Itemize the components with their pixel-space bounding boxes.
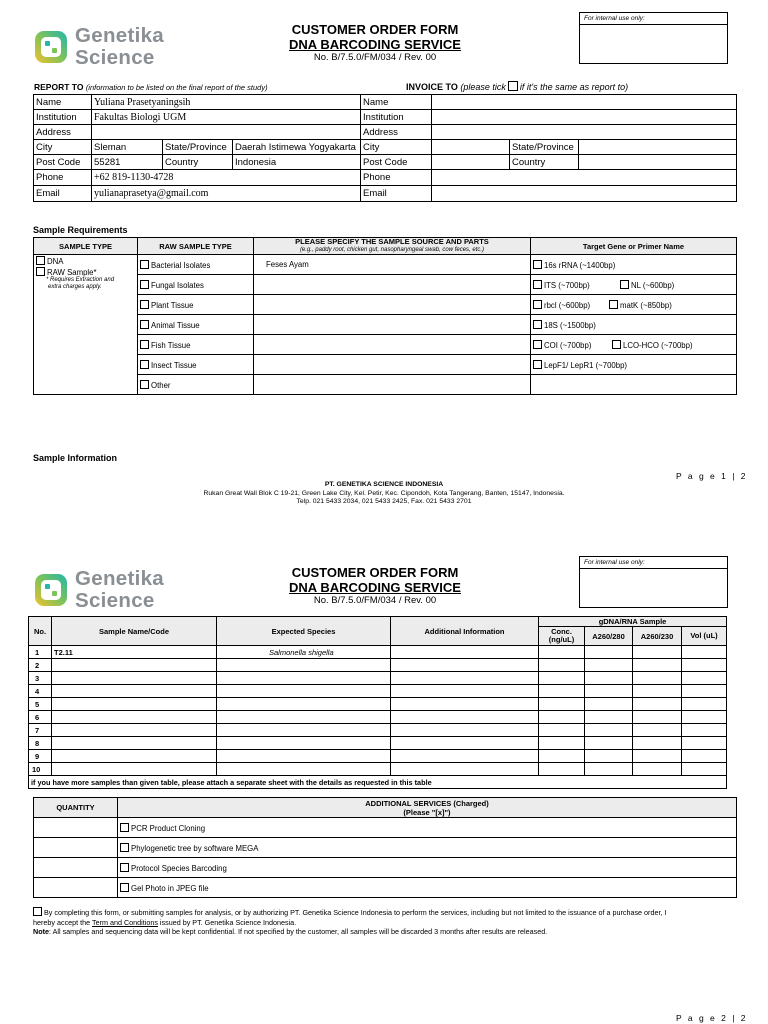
sample-name-cell[interactable]: [52, 750, 217, 763]
sample-name-cell[interactable]: [52, 763, 217, 776]
postcode-label: Post Code: [34, 155, 92, 170]
table-row: [29, 750, 727, 763]
a230-cell[interactable]: [633, 672, 682, 685]
raw-option[interactable]: RAW Sample*: [36, 267, 135, 278]
invoice-name-field[interactable]: [432, 95, 737, 110]
inv-institution-label: Institution: [361, 110, 432, 125]
inv-city-label: City: [361, 140, 432, 155]
table-row: [29, 724, 727, 737]
table-row: [29, 763, 727, 776]
row-no: 3: [29, 672, 52, 685]
conc-cell[interactable]: [539, 750, 585, 763]
row-no: 5: [29, 698, 52, 711]
row-no: 10: [29, 763, 52, 776]
sample-name-cell[interactable]: T2.11: [52, 646, 217, 659]
vol-cell[interactable]: [682, 646, 727, 659]
form-title: CUSTOMER ORDER FORM DNA BARCODING SERVICE No. B/7.5.0/FM/034 / Rev. 00: [289, 565, 461, 606]
col-vol: Vol (uL): [682, 627, 727, 646]
service-phylogenetic-tree[interactable]: Phylogenetic tree by software MEGA: [118, 838, 737, 858]
checkbox-icon[interactable]: [120, 863, 129, 872]
country-label: Country: [163, 155, 233, 170]
address-label: Address: [34, 125, 92, 140]
a230-cell[interactable]: [633, 685, 682, 698]
a230-cell[interactable]: [633, 698, 682, 711]
a280-cell[interactable]: [585, 737, 633, 750]
inv-postcode-label: Post Code: [361, 155, 432, 170]
invoice-institution-field[interactable]: [432, 110, 737, 125]
conc-cell[interactable]: [539, 763, 585, 776]
checkbox-icon[interactable]: [120, 843, 129, 852]
gene-option-16s[interactable]: 16s rRNA (~1400bp): [531, 255, 737, 275]
name-label: Name: [34, 95, 92, 110]
a230-cell[interactable]: [633, 763, 682, 776]
raw-option-fungal[interactable]: Fungal Isolates: [138, 275, 254, 295]
info-cell[interactable]: [391, 659, 539, 672]
checkbox-icon[interactable]: [140, 340, 149, 349]
checkbox-icon[interactable]: [140, 300, 149, 309]
service-pcr-cloning[interactable]: PCR Product Cloning: [118, 818, 737, 838]
conc-cell[interactable]: [539, 698, 585, 711]
conc-cell[interactable]: [539, 646, 585, 659]
gene-option-blank[interactable]: [531, 375, 737, 395]
company-logo: Genetika Science: [33, 25, 164, 68]
gene-option-its-nl[interactable]: ITS (~700bp) NL (~600bp): [531, 275, 737, 295]
gene-option-18s[interactable]: 18S (~1500bp): [531, 315, 737, 335]
sample-name-cell[interactable]: [52, 711, 217, 724]
col-sample-source: PLEASE SPECIFY THE SAMPLE SOURCE AND PARTS (e.g., paddy root, chicken gut, nasopharyngeal swab, cow feces, etc.): [254, 238, 531, 255]
a230-cell[interactable]: [633, 646, 682, 659]
vol-cell[interactable]: [682, 724, 727, 737]
form-title: CUSTOMER ORDER FORM DNA BARCODING SERVICE No. B/7.5.0/FM/034 / Rev. 00: [289, 22, 461, 63]
source-cell[interactable]: [254, 295, 531, 315]
report-state-field[interactable]: Daerah Istimewa Yogyakarta: [233, 140, 361, 155]
sample-name-cell[interactable]: [52, 659, 217, 672]
invoice-phone-field[interactable]: [432, 170, 737, 186]
table-row: [29, 685, 727, 698]
row-no: 6: [29, 711, 52, 724]
sample-name-cell[interactable]: [52, 724, 217, 737]
row-no: 1: [29, 646, 52, 659]
col-group-gdna: gDNA/RNA Sample: [539, 617, 727, 627]
consent-text: By completing this form, or submitting samples for analysis, or by authorizing PT. Genetika Science Indonesia to perform the services, including but not limited to the issuance of a purchase order, I hereby accept the Term and Conditions issued by PT. Genetika Science Indonesia. Note: All samples and sequencing data will be kept confidential. If not specified by the customer, all samples will be discarded 3 months after results are released.: [33, 908, 667, 936]
service-gel-photo[interactable]: Gel Photo in JPEG file: [118, 878, 737, 898]
invoice-postcode-field[interactable]: [432, 155, 510, 170]
inv-name-label: Name: [361, 95, 432, 110]
invoice-country-field[interactable]: [579, 155, 737, 170]
source-cell[interactable]: [254, 375, 531, 395]
table-row: [29, 672, 727, 685]
checkbox-icon[interactable]: [612, 340, 621, 349]
page-number-1: P a g e 1 | 2: [676, 471, 748, 481]
dna-option[interactable]: DNA: [36, 256, 135, 267]
qty-cell[interactable]: [34, 818, 118, 838]
report-city-field[interactable]: Sleman: [92, 140, 163, 155]
species-cell[interactable]: Salmonella shigella: [217, 646, 391, 659]
source-cell[interactable]: [254, 275, 531, 295]
qty-cell[interactable]: [34, 858, 118, 878]
col-sample-type: SAMPLE TYPE: [34, 238, 138, 255]
a280-cell[interactable]: [585, 685, 633, 698]
species-cell[interactable]: [217, 737, 391, 750]
source-cell[interactable]: Feses Ayam: [254, 255, 531, 275]
a280-cell[interactable]: [585, 659, 633, 672]
a280-cell[interactable]: [585, 711, 633, 724]
source-cell[interactable]: [254, 355, 531, 375]
consent-checkbox[interactable]: [33, 907, 42, 916]
a280-cell[interactable]: [585, 646, 633, 659]
gene-option-rbcl-matk[interactable]: rbcl (~600bp) matK (~850bp): [531, 295, 737, 315]
phone-label: Phone: [34, 170, 92, 186]
inv-address-label: Address: [361, 125, 432, 140]
species-cell[interactable]: [217, 698, 391, 711]
vol-cell[interactable]: [682, 750, 727, 763]
raw-checkbox[interactable]: [36, 267, 45, 276]
page-number-2: P a g e 2 | 2: [676, 1013, 748, 1023]
sample-requirements-heading: Sample Requirements: [33, 225, 128, 235]
a280-cell[interactable]: [585, 763, 633, 776]
report-name-field[interactable]: Yuliana Prasetyaningsih: [92, 95, 361, 110]
row-no: 4: [29, 685, 52, 698]
species-cell[interactable]: [217, 711, 391, 724]
a280-cell[interactable]: [585, 724, 633, 737]
conc-cell[interactable]: [539, 685, 585, 698]
internal-use-box: For internal use only:: [579, 556, 728, 608]
company-footer: PT. GENETIKA SCIENCE INDONESIA Rukan Great Wall Blok C 19-21, Green Lake City, Kel. Petir, Kec. Cipondoh, Kota Tangerang, Banten, 15147, Indonesia. Telp. 021 5433 2034, 021 5433 2425, Fax. 021 5433 2701: [203, 481, 565, 505]
col-additional-services: ADDITIONAL SERVICES (Charged) (Please "[x]"): [118, 798, 737, 818]
report-email-field[interactable]: yulianaprasetya@gmail.com: [92, 186, 361, 202]
table-row: [29, 737, 727, 750]
checkbox-icon[interactable]: [533, 280, 542, 289]
a280-cell[interactable]: [585, 672, 633, 685]
city-label: City: [34, 140, 92, 155]
species-cell[interactable]: [217, 685, 391, 698]
raw-option-animal[interactable]: Animal Tissue: [138, 315, 254, 335]
terms-link[interactable]: Term and Conditions: [92, 917, 158, 927]
checkbox-icon[interactable]: [140, 360, 149, 369]
source-cell[interactable]: [254, 335, 531, 355]
invoice-city-field[interactable]: [432, 140, 510, 155]
vol-cell[interactable]: [682, 698, 727, 711]
info-cell[interactable]: [391, 737, 539, 750]
conc-cell[interactable]: [539, 724, 585, 737]
species-cell[interactable]: [217, 659, 391, 672]
checkbox-icon[interactable]: [533, 320, 542, 329]
vol-cell[interactable]: [682, 711, 727, 724]
vol-cell[interactable]: [682, 672, 727, 685]
col-a260-280: A260/280: [585, 627, 633, 646]
sample-type-cell: DNA RAW Sample* * Requires Extraction and extra charges apply.: [34, 255, 138, 395]
raw-option-insect[interactable]: Insect Tissue: [138, 355, 254, 375]
species-cell[interactable]: [217, 763, 391, 776]
checkbox-icon[interactable]: [620, 280, 629, 289]
info-cell[interactable]: [391, 711, 539, 724]
email-label: Email: [34, 186, 92, 202]
report-invoice-table: [33, 94, 737, 202]
col-additional-info: Additional Information: [391, 617, 539, 646]
invoice-email-field[interactable]: [432, 186, 737, 202]
table-row: [29, 711, 727, 724]
a230-cell[interactable]: [633, 724, 682, 737]
col-quantity: QUANTITY: [34, 798, 118, 818]
vol-cell[interactable]: [682, 763, 727, 776]
col-no: No.: [29, 617, 52, 646]
species-cell[interactable]: [217, 724, 391, 737]
checkbox-icon[interactable]: [533, 300, 542, 309]
checkbox-icon[interactable]: [533, 340, 542, 349]
report-to-heading: REPORT TO (information to be listed on the final report of the study): [34, 82, 268, 92]
table-row: [29, 659, 727, 672]
info-cell[interactable]: [391, 724, 539, 737]
logo-mark-icon: [33, 29, 69, 65]
sample-name-cell[interactable]: [52, 685, 217, 698]
raw-option-plant[interactable]: Plant Tissue: [138, 295, 254, 315]
a280-cell[interactable]: [585, 750, 633, 763]
col-sample-name: Sample Name/Code: [52, 617, 217, 646]
raw-option-fish[interactable]: Fish Tissue: [138, 335, 254, 355]
a230-cell[interactable]: [633, 711, 682, 724]
qty-cell[interactable]: [34, 838, 118, 858]
qty-cell[interactable]: [34, 878, 118, 898]
col-expected-species: Expected Species: [217, 617, 391, 646]
sample-name-cell[interactable]: [52, 698, 217, 711]
col-raw-sample-type: RAW SAMPLE TYPE: [138, 238, 254, 255]
report-phone-field[interactable]: +62 819-1130-4728: [92, 170, 361, 186]
conc-cell[interactable]: [539, 711, 585, 724]
gene-option-coi-lco[interactable]: COI (~700bp) LCO-HCO (~700bp): [531, 335, 737, 355]
a280-cell[interactable]: [585, 698, 633, 711]
a230-cell[interactable]: [633, 737, 682, 750]
raw-option-other[interactable]: Other: [138, 375, 254, 395]
checkbox-icon[interactable]: [533, 260, 542, 269]
info-cell[interactable]: [391, 698, 539, 711]
vol-cell[interactable]: [682, 737, 727, 750]
vol-cell[interactable]: [682, 659, 727, 672]
conc-cell[interactable]: [539, 737, 585, 750]
inv-email-label: Email: [361, 186, 432, 202]
report-postcode-field[interactable]: 55281: [92, 155, 163, 170]
source-cell[interactable]: [254, 315, 531, 335]
checkbox-icon[interactable]: [533, 360, 542, 369]
sample-list-table: [28, 616, 727, 789]
invoice-address-field[interactable]: [432, 125, 737, 140]
inv-country-label: Country: [510, 155, 579, 170]
col-conc: Conc. (ng/uL): [539, 627, 585, 646]
same-as-report-checkbox[interactable]: [508, 81, 518, 91]
checkbox-icon[interactable]: [140, 380, 149, 389]
checkbox-icon[interactable]: [609, 300, 618, 309]
col-a260-230: A260/230: [633, 627, 682, 646]
conc-cell[interactable]: [539, 672, 585, 685]
company-logo: Genetika Science: [33, 568, 164, 611]
internal-use-box: For internal use only:: [579, 12, 728, 64]
invoice-to-heading: INVOICE TO (please tick if it's the same as report to): [406, 82, 629, 92]
info-cell[interactable]: [391, 646, 539, 659]
info-cell[interactable]: [391, 750, 539, 763]
checkbox-icon[interactable]: [140, 260, 149, 269]
col-target-gene: Target Gene or Primer Name: [531, 238, 737, 255]
row-no: 2: [29, 659, 52, 672]
row-no: 7: [29, 724, 52, 737]
state-label: State/Province: [163, 140, 233, 155]
dna-checkbox[interactable]: [36, 256, 45, 265]
table-row: [29, 698, 727, 711]
report-address-field[interactable]: [92, 125, 361, 140]
info-cell[interactable]: [391, 672, 539, 685]
sample-name-cell[interactable]: [52, 672, 217, 685]
service-protocol-barcoding[interactable]: Protocol Species Barcoding: [118, 858, 737, 878]
row-no: 8: [29, 737, 52, 750]
more-samples-note: if you have more samples than given table, please attach a separate sheet with the details as requested in this table: [29, 776, 727, 789]
additional-services-table: [33, 797, 737, 898]
inv-phone-label: Phone: [361, 170, 432, 186]
institution-label: Institution: [34, 110, 92, 125]
a230-cell[interactable]: [633, 750, 682, 763]
info-cell[interactable]: [391, 685, 539, 698]
inv-state-label: State/Province: [510, 140, 579, 155]
sample-requirements-table: [33, 237, 737, 395]
logo-mark-icon: [33, 572, 69, 608]
vol-cell[interactable]: [682, 685, 727, 698]
checkbox-icon[interactable]: [120, 823, 129, 832]
checkbox-icon[interactable]: [140, 280, 149, 289]
checkbox-icon[interactable]: [120, 883, 129, 892]
raw-option-bacterial[interactable]: Bacterial Isolates: [138, 255, 254, 275]
species-cell[interactable]: [217, 672, 391, 685]
sample-information-heading: Sample Information: [33, 453, 118, 463]
report-institution-field[interactable]: Fakultas Biologi UGM: [92, 110, 361, 125]
sample-name-cell[interactable]: [52, 737, 217, 750]
conc-cell[interactable]: [539, 659, 585, 672]
checkbox-icon[interactable]: [140, 320, 149, 329]
row-no: 9: [29, 750, 52, 763]
a230-cell[interactable]: [633, 659, 682, 672]
table-row: [29, 646, 727, 659]
species-cell[interactable]: [217, 750, 391, 763]
gene-option-lepf1[interactable]: LepF1/ LepR1 (~700bp): [531, 355, 737, 375]
info-cell[interactable]: [391, 763, 539, 776]
report-country-field[interactable]: Indonesia: [233, 155, 361, 170]
invoice-state-field[interactable]: [579, 140, 737, 155]
